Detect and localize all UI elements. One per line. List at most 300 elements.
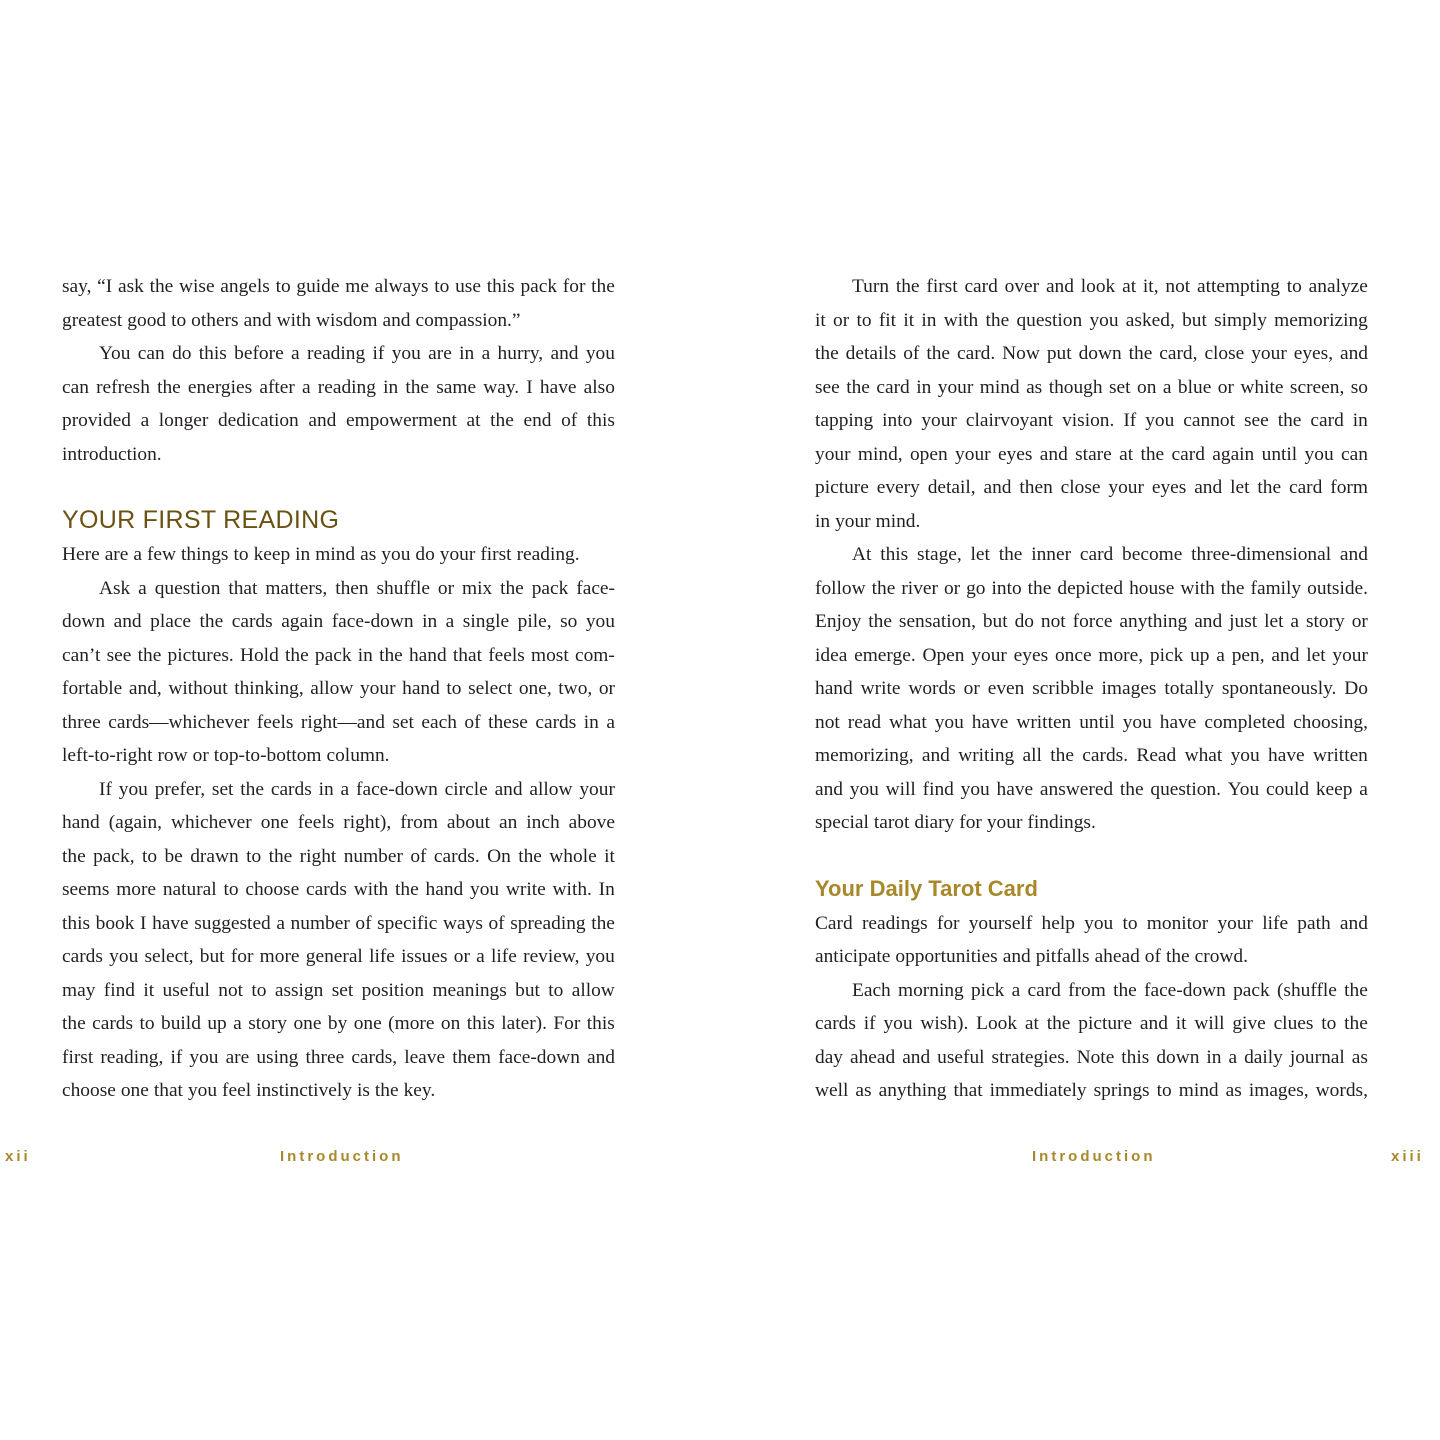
word: have: [996, 778, 1034, 800]
word: writing: [958, 745, 1015, 766]
word: so: [560, 611, 578, 632]
word: morning: [898, 979, 964, 1001]
word: and: [1339, 912, 1368, 934]
word: to: [139, 1013, 155, 1034]
word: as: [1225, 1080, 1242, 1101]
word: by: [327, 1013, 348, 1034]
word: mind,: [857, 443, 903, 465]
word: about: [446, 812, 490, 833]
word: pack: [1233, 979, 1270, 1001]
word: but: [982, 611, 1008, 632]
word: reading.: [516, 544, 580, 565]
paragraph: [815, 974, 1368, 1108]
right-running-head: Introduction: [1032, 1148, 1156, 1165]
word: of: [355, 912, 372, 934]
word: hand: [425, 879, 464, 900]
word: and: [586, 1046, 615, 1068]
word: your: [971, 644, 1007, 666]
word: in: [583, 711, 599, 733]
word: anything: [1119, 611, 1188, 632]
word: and: [494, 778, 523, 800]
word: you: [1122, 711, 1152, 733]
word: spreading: [510, 912, 586, 934]
word: stage,: [917, 544, 962, 565]
word: but: [199, 946, 225, 967]
word: up: [1190, 644, 1210, 666]
word: as: [1026, 376, 1043, 398]
word: for: [959, 812, 982, 833]
word: could: [1265, 778, 1310, 800]
word: this: [880, 544, 909, 565]
word: Do: [1344, 678, 1368, 699]
text-line: [62, 270, 615, 304]
word: in: [1206, 1046, 1222, 1068]
word: cards: [270, 778, 312, 800]
word: same: [436, 376, 477, 398]
word: down: [62, 611, 106, 632]
word: you: [585, 946, 615, 967]
word: feel: [222, 1080, 252, 1101]
word: of: [903, 343, 920, 364]
word: If: [99, 778, 112, 800]
word: that: [953, 1080, 983, 1101]
word: introduction.: [62, 443, 162, 465]
word: circle: [444, 778, 488, 800]
word: with: [943, 309, 979, 331]
word: in: [1352, 410, 1368, 431]
word: let: [970, 544, 990, 565]
word: form: [1330, 477, 1368, 498]
word: and: [243, 309, 272, 331]
word: the: [240, 778, 264, 800]
word: way.: [483, 376, 520, 398]
word: (again,: [108, 812, 162, 833]
word: house: [1129, 577, 1175, 599]
word: cards: [231, 611, 273, 632]
word: Card: [815, 912, 853, 934]
word: pick: [970, 979, 1005, 1001]
word: to: [1122, 912, 1138, 934]
word: your: [579, 778, 615, 800]
word: you: [1145, 410, 1175, 431]
word: to: [171, 309, 187, 331]
section-heading: Your Daily Tarot Card: [815, 875, 1038, 901]
word: it: [604, 845, 615, 867]
word: or: [1217, 376, 1234, 398]
word: write: [505, 879, 546, 900]
word: say,: [62, 276, 92, 297]
word: this: [586, 1013, 615, 1034]
word: as: [360, 544, 377, 565]
word: have: [1159, 711, 1197, 733]
word: from: [1068, 979, 1106, 1001]
word: completed: [1204, 711, 1286, 733]
word: Note: [1076, 1046, 1115, 1068]
word: or: [192, 745, 209, 766]
word: answered: [1039, 778, 1114, 800]
word: analyze: [1308, 276, 1368, 297]
word: first: [926, 276, 958, 297]
word: at: [1122, 276, 1137, 297]
word: this: [198, 343, 227, 364]
word: blue: [1177, 376, 1212, 398]
word: to: [246, 845, 262, 867]
word: put: [1046, 343, 1072, 364]
word: if: [863, 1013, 876, 1034]
word: the: [591, 912, 615, 934]
word: with: [276, 309, 312, 331]
word: close: [1060, 477, 1101, 498]
word: in: [357, 644, 373, 666]
word: ways: [443, 912, 483, 934]
word: are: [225, 1046, 250, 1068]
word: set: [392, 711, 414, 733]
word: to: [548, 979, 564, 1001]
word: into: [991, 577, 1022, 599]
word: later).: [501, 1013, 547, 1034]
word: let: [1230, 477, 1250, 498]
word: or: [943, 577, 961, 599]
word: mix: [462, 577, 493, 599]
word: of: [410, 845, 427, 867]
word: card: [1027, 979, 1061, 1001]
text-line: [815, 270, 1368, 304]
word: com-: [574, 644, 615, 666]
word: go: [966, 577, 986, 599]
word: the: [1046, 1013, 1071, 1034]
word: matters,: [265, 577, 328, 599]
word: these: [488, 711, 528, 733]
word: from: [400, 812, 438, 833]
text-line: [62, 337, 615, 371]
word: and: [1339, 544, 1368, 565]
word: tapping: [815, 410, 874, 431]
word: a: [1359, 778, 1368, 800]
word: keep: [1315, 778, 1353, 800]
word: Now: [1002, 343, 1040, 364]
word: of: [464, 711, 481, 733]
word: ahead: [1094, 946, 1140, 967]
word: your: [835, 510, 871, 532]
word: outside.: [1307, 577, 1368, 599]
word: anticipate: [815, 946, 891, 967]
word: one: [260, 812, 289, 833]
word: seems: [62, 879, 110, 900]
word: or: [437, 577, 455, 599]
word: to: [251, 979, 267, 1001]
text-line: [62, 706, 615, 740]
word: can’t: [62, 644, 101, 666]
word: spontaneously.: [1221, 678, 1337, 699]
word: simply: [1214, 309, 1267, 331]
word: at: [466, 410, 481, 431]
word: question.: [1150, 778, 1221, 800]
word: you: [934, 711, 964, 733]
word: one,: [518, 678, 552, 699]
word: with: [1180, 577, 1215, 599]
word: the: [500, 577, 524, 599]
word: if: [170, 1046, 183, 1068]
word: few: [146, 544, 177, 565]
paragraph: [815, 538, 1368, 840]
word: the: [1344, 979, 1368, 1001]
word: a: [1011, 979, 1021, 1001]
word: a: [138, 577, 147, 599]
text-line: [815, 404, 1368, 438]
word: allow: [529, 778, 573, 800]
word: will: [1194, 1013, 1225, 1034]
word: to: [1321, 1013, 1337, 1034]
word: the: [518, 845, 542, 867]
word: and: [1002, 946, 1031, 967]
word: a: [276, 912, 285, 934]
word: ahead: [849, 1046, 896, 1068]
left-folio: xii: [5, 1148, 31, 1165]
text-line: [62, 572, 615, 606]
word: up: [207, 1013, 227, 1034]
word: mind: [979, 376, 1020, 398]
text-line: [815, 940, 1368, 974]
word: crowd.: [1194, 946, 1248, 967]
word: this: [466, 1013, 495, 1034]
word: as: [855, 1080, 872, 1101]
word: me: [345, 276, 369, 297]
word: diary: [914, 812, 955, 833]
word: findings.: [1027, 812, 1096, 833]
text-line: [815, 1041, 1368, 1075]
word: useful: [162, 979, 210, 1001]
word: look: [1080, 276, 1116, 297]
word: face-down: [356, 778, 438, 800]
text-line: [815, 471, 1368, 505]
word: pitfalls: [1035, 946, 1090, 967]
word: let: [1306, 644, 1326, 666]
word: one: [120, 1080, 149, 1101]
word: picture: [1078, 1013, 1133, 1034]
text-line: [62, 404, 615, 438]
word: special: [815, 812, 869, 833]
word: picture: [815, 477, 869, 498]
left-text-column: [62, 270, 615, 1108]
word: or: [598, 678, 615, 699]
word: be: [164, 845, 183, 867]
word: drawn: [190, 845, 239, 867]
word: each: [421, 711, 457, 733]
word: top-to-bottom: [213, 745, 322, 766]
word: the: [871, 577, 896, 599]
word: three: [305, 1046, 345, 1068]
word: number: [290, 912, 350, 934]
word: three-dimensional: [1191, 544, 1332, 565]
word: choosing,: [1293, 711, 1368, 733]
word: you: [118, 778, 148, 800]
word: it: [903, 309, 915, 331]
word: you: [1304, 443, 1334, 465]
word: down: [1078, 343, 1122, 364]
word: and: [1194, 611, 1223, 632]
word: but: [1182, 309, 1207, 331]
word: card,: [1159, 343, 1198, 364]
word: mind: [1178, 1080, 1219, 1101]
word: the: [157, 376, 181, 398]
word: question: [154, 577, 221, 599]
word: also: [583, 376, 615, 398]
word: face-: [576, 577, 615, 599]
word: to: [141, 845, 158, 867]
word: above: [568, 812, 615, 833]
word: this: [486, 276, 515, 297]
word: set: [331, 979, 354, 1001]
word: you: [585, 611, 615, 632]
word: have: [971, 711, 1009, 733]
word: detail,: [927, 477, 976, 498]
word: reading: [307, 343, 366, 364]
word: At: [852, 544, 872, 565]
right-page: [720, 0, 1440, 1440]
word: energies: [187, 376, 253, 398]
word: the: [1277, 410, 1302, 431]
word: fortable: [62, 678, 123, 699]
word: Turn: [852, 276, 890, 297]
text-line: [815, 438, 1368, 472]
word: scribble: [1032, 678, 1094, 699]
word: the: [1027, 577, 1052, 599]
word: immediately: [989, 1080, 1087, 1101]
word: see: [1243, 410, 1269, 431]
word: daily: [1244, 1046, 1283, 1068]
text-line: [62, 873, 615, 907]
word: your: [815, 443, 851, 465]
word: or: [963, 678, 980, 699]
word: path: [1297, 912, 1331, 934]
text-line: [815, 639, 1368, 673]
text-line: [815, 1007, 1368, 1041]
word: the: [846, 376, 870, 398]
text-line: [62, 840, 615, 874]
text-line: [815, 538, 1368, 572]
word: you: [1230, 745, 1260, 766]
text-line: [815, 371, 1368, 405]
word: journal: [1289, 1046, 1345, 1068]
word: a: [1228, 1046, 1238, 1068]
word: meanings: [432, 979, 507, 1001]
word: the: [815, 343, 839, 364]
word: with: [353, 879, 389, 900]
word: you: [189, 1046, 219, 1068]
word: then: [1019, 477, 1053, 498]
word: always: [374, 276, 429, 297]
word: position: [361, 979, 425, 1001]
word: for: [230, 946, 254, 967]
word: right),: [343, 812, 392, 833]
word: eyes: [1013, 644, 1049, 666]
word: but: [515, 979, 540, 1001]
word: is: [356, 1080, 370, 1101]
word: of: [488, 912, 505, 934]
word: mind.: [875, 510, 921, 532]
word: your: [359, 678, 396, 699]
word: can: [62, 376, 89, 398]
word: set: [1109, 376, 1131, 398]
word: images,: [1248, 1080, 1309, 1101]
word: wish).: [920, 1013, 969, 1034]
word: choose: [62, 1080, 116, 1101]
word: a: [1216, 644, 1225, 666]
paragraph: [62, 773, 615, 1108]
word: three: [62, 711, 101, 733]
word: whichever: [170, 812, 252, 833]
word: words: [908, 678, 956, 699]
word: hand: [408, 644, 447, 666]
word: that: [452, 644, 482, 666]
word: can: [137, 343, 165, 364]
word: issues: [401, 946, 448, 967]
paragraph: [62, 538, 615, 572]
word: your: [955, 443, 991, 465]
word: clues: [1273, 1013, 1314, 1034]
paragraph: [62, 337, 615, 471]
word: to: [223, 879, 239, 900]
word: and: [921, 745, 950, 766]
word: allow: [571, 979, 615, 1001]
word: even: [987, 678, 1025, 699]
word: and: [1271, 644, 1300, 666]
word: cards.: [433, 845, 480, 867]
word: pick: [1149, 644, 1184, 666]
word: it: [1175, 1013, 1187, 1034]
word: again: [1212, 443, 1255, 465]
word: end: [523, 410, 552, 431]
word: card: [1310, 410, 1344, 431]
text-line: [62, 1007, 615, 1041]
word: angels: [220, 276, 270, 297]
word: pack: [520, 276, 558, 297]
word: do: [415, 544, 435, 565]
word: the: [591, 276, 615, 297]
text-line: [62, 940, 615, 974]
text-line: [815, 974, 1368, 1008]
word: and: [382, 309, 411, 331]
word: specific: [377, 912, 438, 934]
word: tarot: [873, 812, 910, 833]
word: the: [1119, 778, 1144, 800]
word: in: [383, 376, 399, 398]
word: cannot: [1183, 410, 1235, 431]
word: refresh: [96, 376, 150, 398]
word: emerge.: [854, 644, 916, 666]
word: life: [369, 946, 395, 967]
word: and: [1340, 343, 1368, 364]
word: face-down: [331, 611, 414, 632]
word: you: [109, 946, 139, 967]
word: all: [1022, 745, 1042, 766]
word: for: [936, 912, 960, 934]
word: greatest: [62, 309, 123, 331]
word: suggested: [194, 912, 271, 934]
word: can: [1341, 443, 1368, 465]
word: you: [187, 1080, 218, 1101]
word: an: [498, 812, 518, 833]
word: your: [937, 376, 974, 398]
word: close: [1204, 343, 1245, 364]
word: You: [1227, 778, 1260, 800]
word: words,: [1315, 1080, 1368, 1101]
word: see: [106, 644, 132, 666]
word: have: [152, 912, 189, 934]
word: a: [233, 1013, 242, 1034]
word: this: [62, 912, 91, 934]
word: cards—whichever: [108, 711, 250, 733]
